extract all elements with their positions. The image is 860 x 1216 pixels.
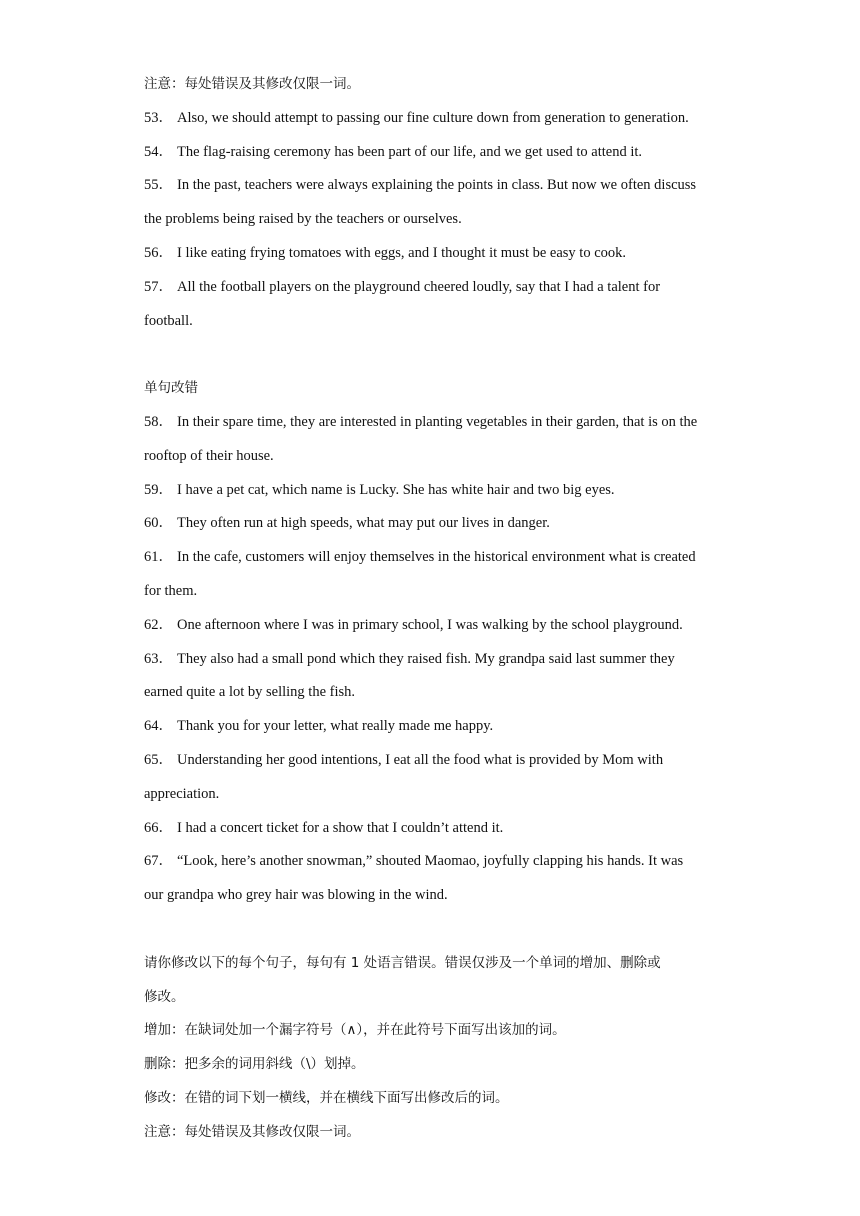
item-text-continued: for them. [144,582,198,599]
item-number: 54． [144,143,173,160]
list-item [144,845,724,913]
item-text-continued: our grandpa who grey hair was blowing in the wind. [144,887,448,904]
item-text: Thank you for your letter, what really made me happy. [177,718,494,735]
section-title: 单句改错 [144,380,198,397]
item-text-continued: appreciation. [144,785,220,802]
list-item [144,271,724,339]
item-number: 57． [144,278,173,295]
instruction-delete: 删除：把多余的词用斜线（\）划掉。 [144,1056,365,1073]
list-item [144,237,724,271]
item-text: In the past, teachers were always explaining the points in class. But now we often discuss [177,177,697,194]
item-text-continued: earned quite a lot by selling the fish. [144,684,356,701]
instructions-intro: 请你修改以下的每个句子，每句有 1 处语言错误。错误仅涉及一个单词的增加、删除或 [144,954,661,971]
list-item [144,406,724,474]
item-text-continued: rooftop of their house. [144,447,274,464]
list-item [144,474,724,508]
item-number: 53． [144,109,173,126]
item-text: In their spare time, they are interested in planting vegetables in their garden, that is on the [177,413,698,430]
item-number: 65． [144,751,173,768]
item-number: 63． [144,650,173,667]
item-text: “Look, here’s another snowman,” shouted Maomao, joyfully clapping his hands. It was [177,853,684,870]
item-text: The flag-raising ceremony has been part of our life, and we get used to attend it. [177,143,643,160]
item-number: 58． [144,413,173,430]
item-number: 55． [144,177,173,194]
instruction-add: 增加：在缺词处加一个漏字符号（∧），并在此符号下面写出该加的词。 [144,1022,566,1039]
item-text: I have a pet cat, which name is Lucky. She has white hair and two big eyes. [177,481,615,498]
item-text: They often run at high speeds, what may put our lives in danger. [177,515,550,532]
section2-list [144,406,724,913]
instructions-intro-continued: 修改。 [144,988,185,1005]
document-page [144,68,724,1150]
item-text-continued: the problems being raised by the teachers or ourselves. [144,211,462,228]
item-number: 62． [144,616,173,633]
item-text: One afternoon where I was in primary school, I was walking by the school playground. [177,616,683,633]
list-item [144,643,724,711]
item-text: Understanding her good intentions, I eat all the food what is provided by Mom with [177,751,664,768]
item-number: 56． [144,244,173,261]
list-item [144,812,724,846]
item-text-continued: football. [144,312,193,329]
item-number: 60． [144,515,173,532]
instruction-note: 注意：每处错误及其修改仅限一词。 [144,1123,360,1140]
list-item [144,102,724,136]
section1-list [144,102,724,339]
list-item [144,744,724,812]
spacer [144,338,724,372]
item-text: They also had a small pond which they raised fish. My grandpa said last summer they [177,650,675,667]
item-text: I like eating frying tomatoes with eggs, and I thought it must be easy to cook. [177,244,627,261]
instructions-block [144,947,724,1150]
item-number: 59． [144,481,173,498]
list-item [144,136,724,170]
list-item [144,609,724,643]
list-item [144,710,724,744]
item-number: 66． [144,819,173,836]
item-number: 61． [144,549,173,566]
item-number: 67． [144,853,173,870]
item-text: All the football players on the playground cheered loudly, say that I had a talent for [177,278,661,295]
spacer [144,913,724,947]
item-text: In the cafe, customers will enjoy themselves in the historical environment what is created [177,549,696,566]
top-note: 注意：每处错误及其修改仅限一词。 [144,76,360,92]
list-item [144,541,724,609]
item-number: 64． [144,718,173,735]
list-item [144,169,724,237]
instruction-modify: 修改：在错的词下划一横线，并在横线下面写出修改后的词。 [144,1089,509,1106]
item-text: I had a concert ticket for a show that I couldn’t attend it. [177,819,504,836]
list-item [144,507,724,541]
item-text: Also, we should attempt to passing our fine culture down from generation to generation. [177,109,689,126]
